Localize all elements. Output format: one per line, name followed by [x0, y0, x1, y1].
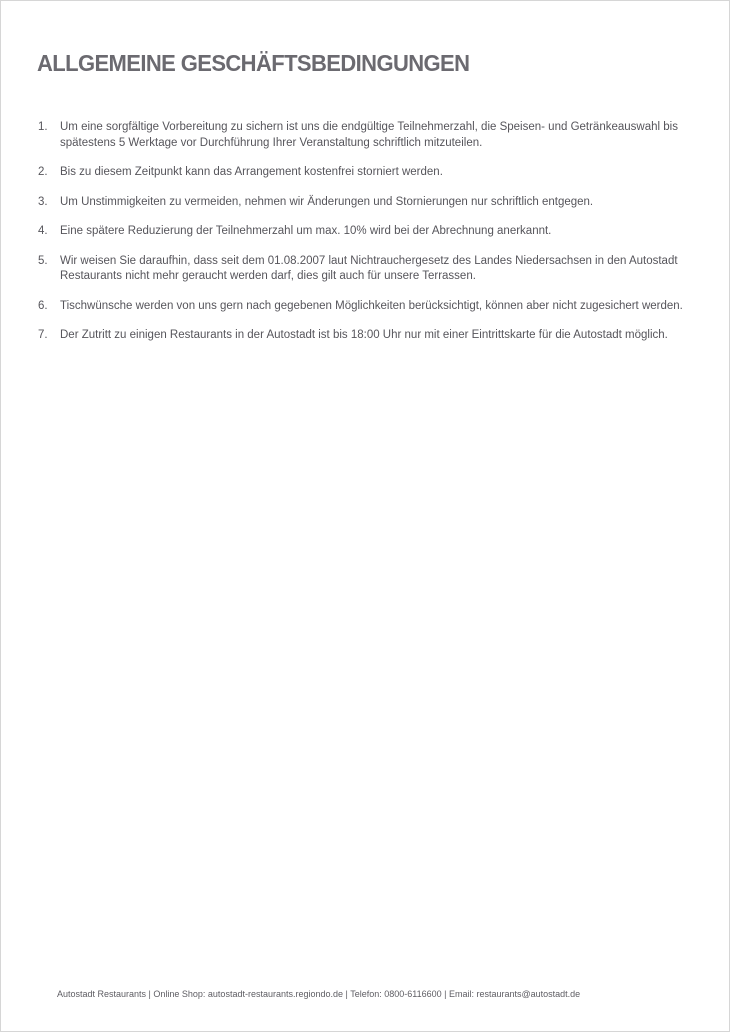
- item-number: 4.: [38, 225, 48, 237]
- item-text: Tischwünsche werden von uns gern nach gegebenen Möglichkeiten berücksichtigt, können aber nicht zugesichert werden.: [60, 299, 683, 312]
- item-text: Eine spätere Reduzierung der Teilnehmerzahl um max. 10% wird bei der Abrechnung anerkannt.: [60, 225, 552, 237]
- page-footer: Autostadt Restaurants | Online Shop: autostadt-restaurants.regiondo.de | Telefon: 0800-6116600 | Email: restaurants@autostadt.de: [57, 989, 581, 999]
- list-item: [38, 299, 688, 315]
- item-number: 6.: [38, 299, 48, 312]
- item-text: Um Unstimmigkeiten zu vermeiden, nehmen wir Änderungen und Stornierungen nur schriftlich entgegen.: [60, 195, 594, 208]
- item-text: Bis zu diesem Zeitpunkt kann das Arrangement kostenfrei storniert werden.: [60, 166, 443, 178]
- item-number: 7.: [38, 329, 48, 341]
- item-number: 1.: [38, 121, 48, 133]
- item-number: 5.: [38, 254, 48, 267]
- list-item: [38, 328, 688, 344]
- page-title: ALLGEMEINE GESCHÄFTSBEDINGUNGEN: [37, 50, 470, 77]
- item-text: Der Zutritt zu einigen Restaurants in der Autostadt ist bis 18:00 Uhr nur mit einer Eintrittskarte für die Autostadt möglich.: [60, 329, 668, 341]
- item-number: 3.: [38, 195, 48, 208]
- list-item: [38, 254, 688, 285]
- item-text: Um eine sorgfältige Vorbereitung zu sichern ist uns die endgültige Teilnehmerzahl, die Speisen- und Getränkeauswahl bis spätestens 5 Werktage vor Durchführung Ihrer Veranstaltung schriftlich mitzuteilen.: [60, 121, 678, 149]
- item-number: 2.: [38, 166, 48, 178]
- terms-list: [38, 120, 688, 358]
- list-item: [38, 195, 688, 211]
- list-item: [38, 120, 688, 151]
- list-item: [38, 224, 688, 240]
- list-item: [38, 165, 688, 181]
- item-text: Wir weisen Sie daraufhin, dass seit dem 01.08.2007 laut Nichtrauchergesetz des Landes Niedersachsen in den Autostadt Restaurants nicht mehr geraucht werden darf, dies gilt auch für unsere Terrassen.: [60, 254, 678, 282]
